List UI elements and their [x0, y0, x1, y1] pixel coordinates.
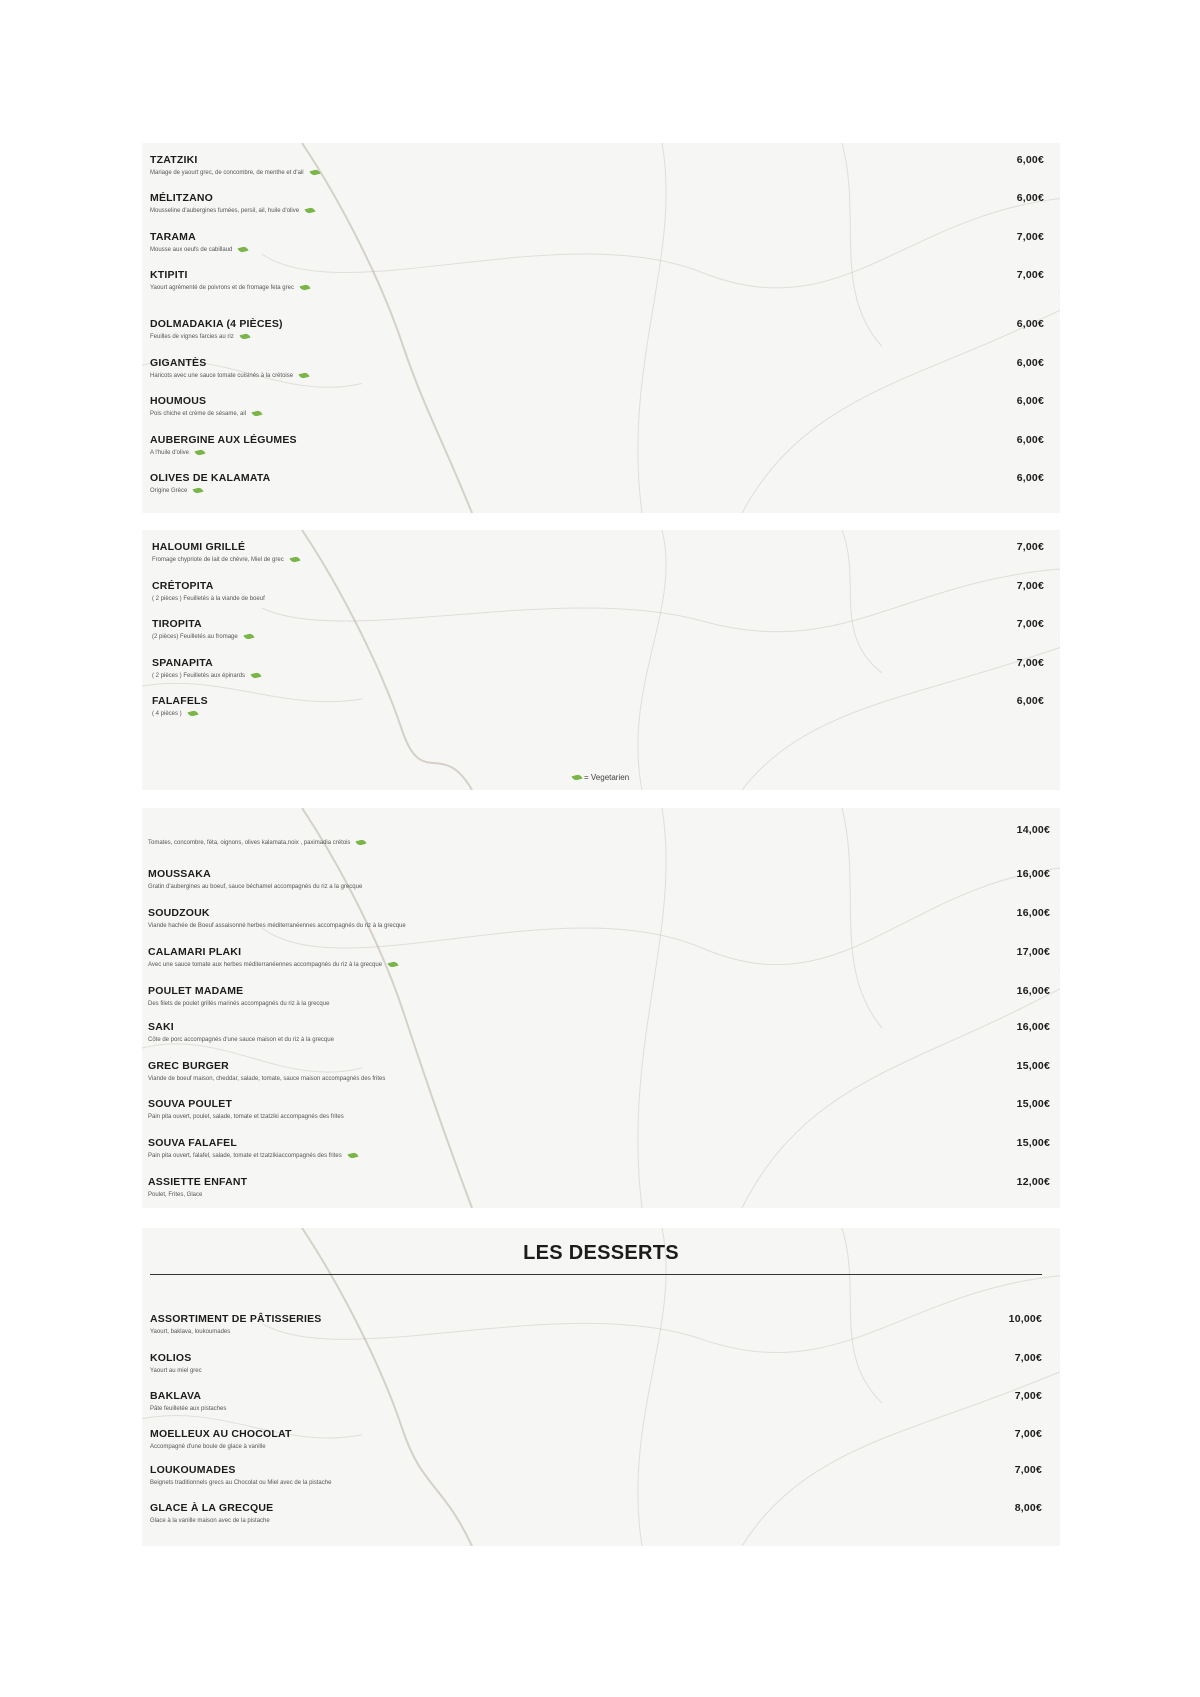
vegetarian-leaf-icon — [195, 449, 206, 456]
item-price: 7,00€ — [1016, 269, 1044, 281]
item-description-text: Mousse aux oeufs de cabillaud — [150, 247, 233, 253]
item-description — [150, 1517, 273, 1525]
menu-item — [152, 618, 254, 641]
item-price: 15,00€ — [1016, 1137, 1050, 1149]
item-price: 7,00€ — [1014, 1428, 1042, 1440]
item-description — [148, 961, 398, 969]
menu-item — [150, 154, 320, 177]
item-price: 12,00€ — [1016, 1176, 1050, 1188]
menu-item — [150, 1428, 292, 1451]
item-name: CRÉTOPITA — [152, 580, 214, 592]
item-price: 16,00€ — [1016, 907, 1050, 919]
marble-vein — [742, 1355, 1060, 1546]
item-description — [150, 1479, 331, 1487]
menu-item — [148, 1176, 247, 1199]
item-name: SAKI — [148, 1021, 174, 1033]
item-price: 7,00€ — [1014, 1390, 1042, 1402]
item-name: MOUSSAKA — [148, 868, 211, 880]
item-price: 6,00€ — [1016, 395, 1044, 407]
item-name: BAKLAVA — [150, 1390, 202, 1402]
legend-text: = Vegetarien — [584, 773, 630, 782]
item-description-text: Mousseline d'aubergines fumées, persil, ail, huile d'olive — [150, 208, 300, 214]
item-description-text: Feuilles de vignes farcies au riz — [150, 334, 234, 340]
item-description-text: Pain pita ouvert, poulet, salade, tomate et tzatziki accompagnés des frites — [148, 1114, 344, 1120]
item-price: 6,00€ — [1016, 154, 1044, 166]
item-description-text: Beignets traditionnels grecs au Chocolat ou Miel avec de la pistache — [150, 1480, 332, 1486]
item-price: 7,00€ — [1014, 1352, 1042, 1364]
menu-item — [148, 1137, 358, 1160]
vegetarian-leaf-icon — [572, 774, 583, 781]
item-description-text: Pâte feuilletée aux pistaches — [150, 1406, 227, 1412]
item-name: POULET MADAME — [148, 985, 244, 997]
menu-item — [148, 1098, 344, 1121]
marble-vein — [302, 530, 472, 790]
item-price: 15,00€ — [1016, 1098, 1050, 1110]
item-description-text: Mariage de yaourt grec, de concombre, de menthe et d'ail — [150, 170, 304, 176]
marble-vein — [262, 569, 1060, 632]
item-description-text: Gratin d'aubergines au boeuf, sauce béchamel accompagnés du riz a la grecque — [148, 884, 363, 890]
item-name: TZATZIKI — [150, 154, 198, 166]
vegetarian-leaf-icon — [309, 169, 320, 176]
marble-vein — [638, 143, 666, 513]
item-price: 6,00€ — [1016, 472, 1044, 484]
item-price: 15,00€ — [1016, 1060, 1050, 1072]
marble-texture — [142, 530, 1060, 790]
item-price: 6,00€ — [1016, 695, 1044, 707]
item-description — [152, 710, 208, 718]
item-price: 16,00€ — [1016, 868, 1050, 880]
menu-item — [152, 695, 208, 718]
menu-item — [148, 868, 362, 891]
menu-item — [150, 192, 315, 215]
item-description — [150, 1328, 321, 1336]
menu-item — [150, 231, 248, 254]
item-description — [150, 169, 320, 177]
item-description — [148, 1113, 344, 1121]
item-description-text: Viande de boeuf maison, cheddar, salade, tomate, sauce maison accompagnés des frites — [148, 1076, 386, 1082]
item-name: AUBERGINE AUX LÉGUMES — [150, 434, 297, 446]
item-description — [150, 333, 283, 341]
menu-item — [150, 1464, 331, 1487]
menu-item — [150, 434, 297, 457]
item-description — [150, 1443, 292, 1451]
item-description — [148, 1075, 385, 1083]
marble-vein — [742, 291, 1060, 513]
item-price: 17,00€ — [1016, 946, 1050, 958]
menu-item — [150, 1313, 321, 1336]
item-description-text: Pois chiche et crème de sésame, ail — [150, 411, 247, 417]
item-description-text: Avec une sauce tomate aux herbes méditerranéennes accompagnés du riz à la grecque — [148, 962, 383, 968]
vegetarian-leaf-icon — [243, 633, 254, 640]
item-description — [150, 372, 309, 380]
item-name: GREC BURGER — [148, 1060, 229, 1072]
item-name: CALAMARI PLAKI — [148, 946, 242, 958]
marble-vein — [262, 199, 1060, 288]
item-description-text: (2 pièces) Feuilletés au fromage — [152, 634, 238, 640]
vegetarian-leaf-icon — [193, 487, 204, 494]
vegetarian-legend — [572, 773, 629, 782]
vegetarian-leaf-icon — [347, 1152, 358, 1159]
item-description-text: Yaourt agrémenté de poivrons et de fromage feta grec — [150, 285, 294, 291]
item-description — [152, 672, 261, 680]
item-name: MOELLEUX AU CHOCOLAT — [150, 1428, 292, 1440]
item-price: 6,00€ — [1016, 434, 1044, 446]
menu-item — [150, 472, 270, 495]
menu-item — [150, 1502, 273, 1525]
item-description-text: Pain pita ouvert, falafel, salade, tomate et tzatzikiaccompagnés des frites — [148, 1153, 342, 1159]
item-description-text: A l'huile d'olive — [150, 450, 189, 456]
item-description — [150, 207, 315, 215]
item-description — [148, 839, 366, 847]
vegetarian-leaf-icon — [300, 284, 311, 291]
item-price: 6,00€ — [1016, 192, 1044, 204]
item-description — [148, 1191, 247, 1199]
marble-texture — [142, 1228, 1060, 1546]
menu-item — [148, 946, 398, 969]
menu-item — [148, 1060, 385, 1083]
item-description — [148, 1036, 334, 1044]
item-description-text: ( 4 pièces ) — [152, 711, 182, 717]
item-name: ASSIETTE ENFANT — [148, 1176, 248, 1188]
item-description — [150, 1367, 202, 1375]
item-description — [148, 922, 406, 930]
menu-item — [148, 1021, 334, 1044]
menu-panel-starters — [142, 143, 1060, 513]
item-name: KOLIOS — [150, 1352, 192, 1364]
vegetarian-leaf-icon — [289, 556, 300, 563]
menu-item — [150, 357, 309, 380]
item-price: 10,00€ — [1008, 1313, 1042, 1325]
vegetarian-leaf-icon — [299, 372, 310, 379]
menu-item — [152, 657, 261, 680]
item-description — [152, 556, 300, 564]
vegetarian-leaf-icon — [356, 839, 367, 846]
marble-vein — [842, 530, 882, 673]
menu-item — [150, 318, 283, 341]
item-name: TIROPITA — [152, 618, 202, 630]
item-name: LOUKOUMADES — [150, 1464, 236, 1476]
item-price: 7,00€ — [1016, 657, 1044, 669]
menu-item — [150, 395, 262, 418]
item-description-text: Poulet, Frites, Glace — [148, 1192, 203, 1198]
item-description-text: Yaourt au miel grec — [150, 1368, 202, 1374]
item-description-text: Viande hachée de Boeuf assaisonné herbes méditerranéennes accompagnés du riz à la grecque — [148, 923, 406, 929]
marble-vein — [742, 634, 1060, 790]
vegetarian-leaf-icon — [305, 207, 316, 214]
menu-item — [152, 580, 265, 603]
marble-vein — [262, 1276, 1060, 1353]
menu-item — [148, 907, 406, 930]
item-name: ASSORTIMENT DE PÂTISSERIES — [150, 1313, 322, 1325]
item-price: 6,00€ — [1016, 357, 1044, 369]
item-description — [150, 284, 310, 292]
menu-item — [150, 1390, 226, 1413]
item-name: DOLMADAKIA (4 PIÈCES) — [150, 318, 283, 330]
vegetarian-leaf-icon — [251, 672, 262, 679]
item-description — [150, 1405, 226, 1413]
item-price: 7,00€ — [1016, 618, 1044, 630]
marble-vein — [842, 143, 882, 347]
item-description-text: Des filets de poulet grillés marinés accompagnés du riz à la grecque — [148, 1001, 330, 1007]
item-description-text: Accompagné d'une boule de glace à vanille — [150, 1444, 266, 1450]
marble-vein — [742, 968, 1060, 1208]
item-name: KTIPITI — [150, 269, 188, 281]
item-description — [152, 633, 254, 641]
item-description-text: Tomates, concombre, féta, oignons, olives kalamata,noix , paximadia crétois — [148, 840, 351, 846]
menu-item — [148, 985, 329, 1008]
item-name: SOUVA FALAFEL — [148, 1137, 237, 1149]
menu-panel-desserts — [142, 1228, 1060, 1546]
menu-item — [150, 1352, 202, 1375]
item-name: HOUMOUS — [150, 395, 207, 407]
item-price: 7,00€ — [1016, 231, 1044, 243]
item-price: 16,00€ — [1016, 1021, 1050, 1033]
marble-vein — [842, 808, 882, 1028]
item-description — [150, 246, 248, 254]
item-price: 6,00€ — [1016, 318, 1044, 330]
marble-vein — [638, 808, 666, 1208]
item-description — [148, 883, 362, 891]
item-name: FALAFELS — [152, 695, 208, 707]
item-description — [150, 449, 297, 457]
item-description — [150, 487, 270, 495]
item-description-text: ( 2 pièces ) Feuilletés à la viande de boeuf — [152, 596, 265, 602]
item-name: HALOUMI GRILLÉ — [152, 541, 246, 553]
item-description-text: Haricots avec une sauce tomate cuisinés à la crétoise — [150, 373, 294, 379]
menu-panel-mains — [142, 808, 1060, 1208]
vegetarian-leaf-icon — [187, 710, 198, 717]
menu-item — [152, 541, 300, 564]
item-name: SOUVA POULET — [148, 1098, 233, 1110]
item-name: MÉLITZANO — [150, 192, 214, 204]
item-description-text: ( 2 pièces ) Feuilletés aux épinards — [152, 673, 246, 679]
vegetarian-leaf-icon — [238, 246, 249, 253]
marble-vein — [302, 143, 472, 513]
item-description-text: Côte de porc accompagnés d'une sauce maison et du riz à la grecque — [148, 1037, 334, 1043]
item-price: 8,00€ — [1014, 1502, 1042, 1514]
item-price: 7,00€ — [1016, 580, 1044, 592]
item-name: SPANAPITA — [152, 657, 213, 669]
item-name: SOUDZOUK — [148, 907, 210, 919]
menu-item — [150, 269, 310, 292]
item-name: GLACE À LA GRECQUE — [150, 1502, 274, 1514]
item-price: 7,00€ — [1016, 541, 1044, 553]
item-description-text: Origine Grèce — [150, 488, 188, 494]
item-description — [148, 1000, 329, 1008]
item-price: 7,00€ — [1014, 1464, 1042, 1476]
item-name: GIGANTÈS — [150, 357, 207, 369]
item-description-text: Yaourt, baklava, loukoumades — [150, 1329, 231, 1335]
item-description — [152, 595, 265, 603]
vegetarian-leaf-icon — [388, 961, 399, 968]
vegetarian-leaf-icon — [239, 333, 250, 340]
title-divider — [150, 1274, 1042, 1275]
menu-item — [148, 839, 366, 847]
item-description — [148, 1152, 358, 1160]
vegetarian-leaf-icon — [252, 410, 263, 417]
item-name: OLIVES DE KALAMATA — [150, 472, 271, 484]
section-title: LES DESSERTS — [523, 1242, 679, 1264]
item-price: 14,00€ — [1016, 824, 1050, 836]
menu-panel-hot-starters — [142, 530, 1060, 790]
item-price: 16,00€ — [1016, 985, 1050, 997]
item-description — [150, 410, 262, 418]
marble-vein — [638, 1228, 666, 1546]
marble-vein — [302, 1228, 472, 1546]
item-description-text: Fromage chypriote de lait de chèvre, Miel de grec — [152, 557, 284, 563]
item-name: TARAMA — [150, 231, 196, 243]
marble-vein — [638, 530, 666, 790]
item-description-text: Glace à la vanille maison avec de la pistache — [150, 1518, 270, 1524]
